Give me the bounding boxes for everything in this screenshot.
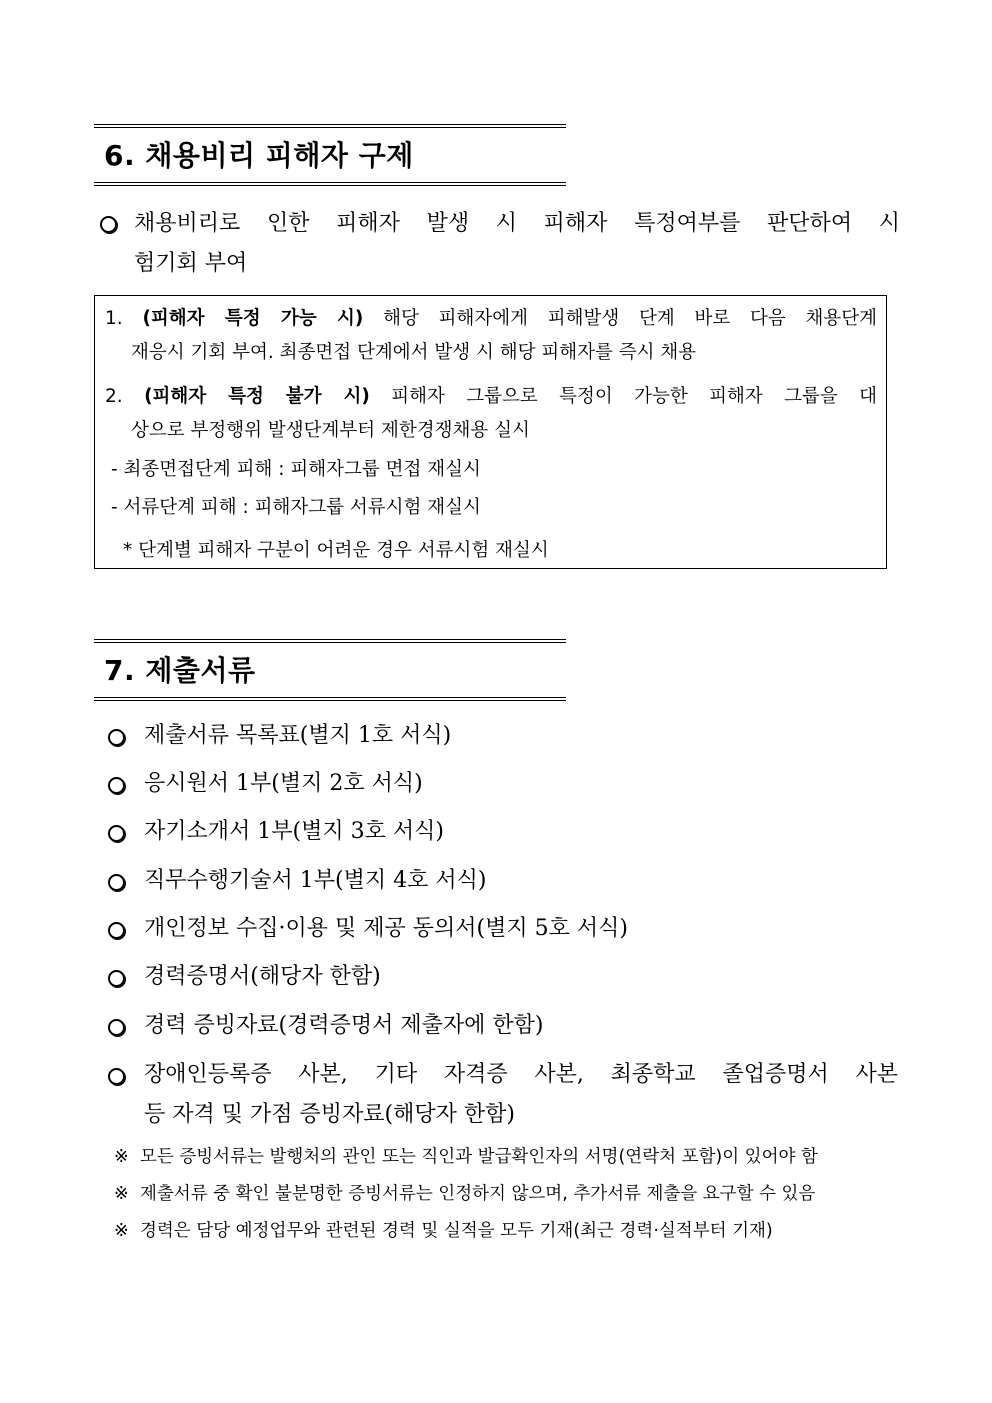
item-2-text: 피해자 그룹으로 특정이 가능한 피해자 그룹을 대 bbox=[391, 386, 878, 407]
section-6-title: 6. 채용비리 피해자 구제 bbox=[104, 139, 414, 172]
document-item-2: 응시원서 1부(별지 2호 서식) bbox=[108, 770, 423, 798]
section-6-header bbox=[94, 124, 566, 186]
item-1-text: 해당 피해자에게 피해발생 단계 바로 다음 채용단계 bbox=[383, 308, 878, 329]
intro-line-2: 험기회 부여 bbox=[134, 251, 248, 276]
item-1-number: 1. bbox=[105, 308, 123, 329]
circle-bullet-icon bbox=[108, 825, 125, 842]
circle-bullet-icon bbox=[108, 1068, 125, 1085]
circle-bullet-icon bbox=[108, 729, 125, 746]
circle-bullet-icon bbox=[108, 922, 125, 939]
intro-line-1: 채용비리로 인한 피해자 발생 시 피해자 특정여부를 판단하여 시 bbox=[134, 211, 900, 236]
document-item-6: 경력증명서(해당자 한함) bbox=[108, 963, 381, 991]
section-7-title: 7. 제출서류 bbox=[104, 654, 256, 687]
heading-rule-bottom bbox=[94, 697, 566, 701]
note-mark-icon: ※ bbox=[114, 1221, 129, 1241]
document-item-4: 직무수행기술서 1부(별지 4호 서식) bbox=[108, 867, 486, 895]
document-item-5: 개인정보 수집·이용 및 제공 동의서(별지 5호 서식) bbox=[108, 915, 628, 943]
item-1-line-2: 재응시 기회 부여. 최종면접 단계에서 발생 시 해당 피해자를 즉시 채용 bbox=[131, 342, 697, 363]
circle-bullet-icon bbox=[100, 216, 117, 233]
relief-item-1 bbox=[105, 302, 877, 370]
section-7-header bbox=[94, 639, 566, 701]
note-mark-icon: ※ bbox=[114, 1184, 129, 1204]
sub-item-final-interview: - 최종면접단계 피해 : 피해자그룹 면접 재실시 bbox=[111, 459, 481, 480]
box-footnote: * 단계별 피해자 구분이 어려운 경우 서류시험 재실시 bbox=[123, 540, 549, 561]
item-2-line-2: 상으로 부정행위 발생단계부터 제한경쟁채용 실시 bbox=[131, 420, 530, 441]
relief-item-2 bbox=[105, 380, 877, 448]
circle-bullet-icon bbox=[108, 1019, 125, 1036]
sub-item-document-stage: - 서류단계 피해 : 피해자그룹 서류시험 재실시 bbox=[111, 497, 481, 518]
item-2-number: 2. bbox=[105, 386, 123, 407]
document-item-3: 자기소개서 1부(별지 3호 서식) bbox=[108, 818, 444, 846]
note-3: ※ 경력은 담당 예정업무와 관련된 경력 및 실적을 모두 기재(최근 경력·실적부터 기재) bbox=[114, 1221, 773, 1241]
note-2: ※ 제출서류 중 확인 불분명한 증빙서류는 인정하지 않으며, 추가서류 제출을 요구할 수 있음 bbox=[114, 1184, 816, 1204]
document-item-8: 장애인등록증 사본, 기타 자격증 사본, 최종학교 졸업증명서 사본 등 자격 및 가점 증빙자료(해당자 한함) bbox=[108, 1061, 898, 1129]
document-item-8-line-2: 등 자격 및 가점 증빙자료(해당자 한함) bbox=[144, 1102, 515, 1127]
victim-relief-box bbox=[94, 295, 887, 569]
section-6-intro bbox=[100, 204, 900, 284]
item-2-condition: (피해자 특정 불가 시) bbox=[144, 386, 370, 407]
heading-rule-bottom bbox=[94, 182, 566, 186]
document-item-7: 경력 증빙자료(경력증명서 제출자에 한함) bbox=[108, 1012, 543, 1040]
circle-bullet-icon bbox=[108, 970, 125, 987]
document-item-1: 제출서류 목록표(별지 1호 서식) bbox=[108, 722, 451, 750]
note-mark-icon: ※ bbox=[114, 1147, 129, 1167]
circle-bullet-icon bbox=[108, 777, 125, 794]
circle-bullet-icon bbox=[108, 874, 125, 891]
item-1-condition: (피해자 특정 가능 시) bbox=[142, 308, 364, 329]
note-1: ※ 모든 증빙서류는 발행처의 관인 또는 직인과 발급확인자의 서명(연락처 포함)이 있어야 함 bbox=[114, 1147, 818, 1167]
